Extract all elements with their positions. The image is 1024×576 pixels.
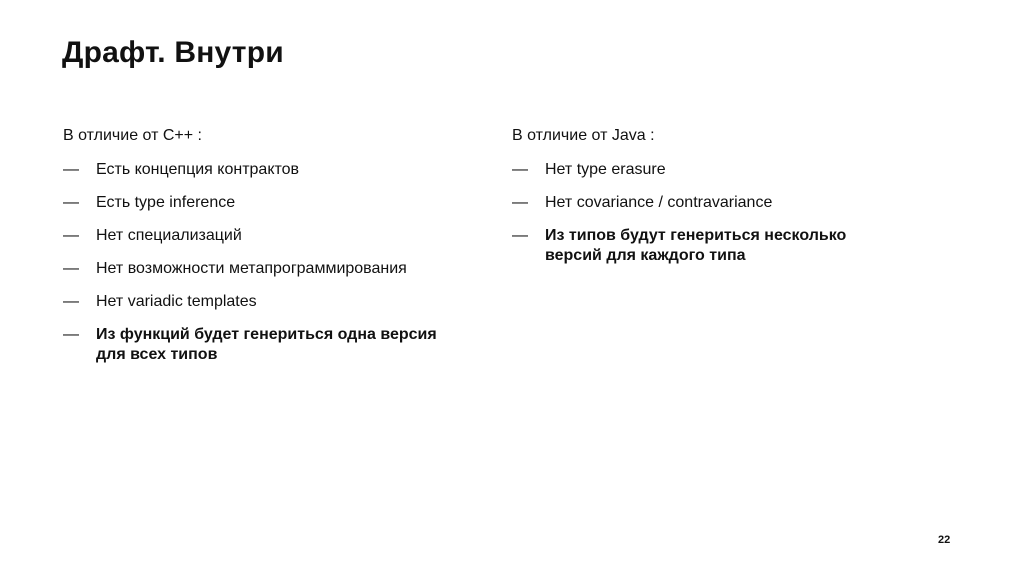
list-item-text: Есть концепция контрактов: [96, 161, 300, 178]
list-item: [63, 259, 463, 279]
list-item: [63, 226, 463, 246]
right-list: [512, 160, 912, 266]
dash-bullet: —: [512, 227, 528, 244]
list-item-text: Нет type erasure: [545, 161, 666, 178]
page-number: 22: [938, 534, 951, 546]
dash-bullet: —: [63, 227, 79, 244]
list-item: [63, 193, 463, 213]
left-list: [63, 160, 463, 365]
list-item-text: Нет специализаций: [96, 227, 242, 244]
dash-bullet: —: [63, 260, 79, 277]
slide-title: Драфт. Внутри: [62, 36, 284, 69]
list-item-text: Из типов будут генериться несколько версий для каждого типа: [545, 227, 847, 264]
list-item-emphasized: [512, 226, 912, 266]
dash-bullet: —: [512, 194, 528, 211]
list-item: [512, 193, 912, 213]
dash-bullet: —: [63, 293, 79, 310]
list-item: [63, 292, 463, 312]
left-intro: В отличие от C++ :: [63, 127, 202, 144]
list-item-text: Из функций будет генериться одна версия для всех типов: [96, 326, 437, 363]
right-column: [512, 126, 912, 279]
dash-bullet: —: [512, 161, 528, 178]
dash-bullet: —: [63, 194, 79, 211]
list-item-text: Есть type inference: [96, 194, 236, 211]
list-item-emphasized: [63, 325, 463, 365]
list-item-text: Нет covariance / contravariance: [545, 194, 773, 211]
list-item-text: Нет variadic templates: [96, 293, 257, 310]
list-item: [63, 160, 463, 180]
list-item-text: Нет возможности метапрограммирования: [96, 260, 407, 277]
list-item: [512, 160, 912, 180]
left-column: [63, 126, 463, 378]
dash-bullet: —: [63, 326, 79, 343]
dash-bullet: —: [63, 161, 79, 178]
right-intro: В отличие от Java :: [512, 127, 655, 144]
